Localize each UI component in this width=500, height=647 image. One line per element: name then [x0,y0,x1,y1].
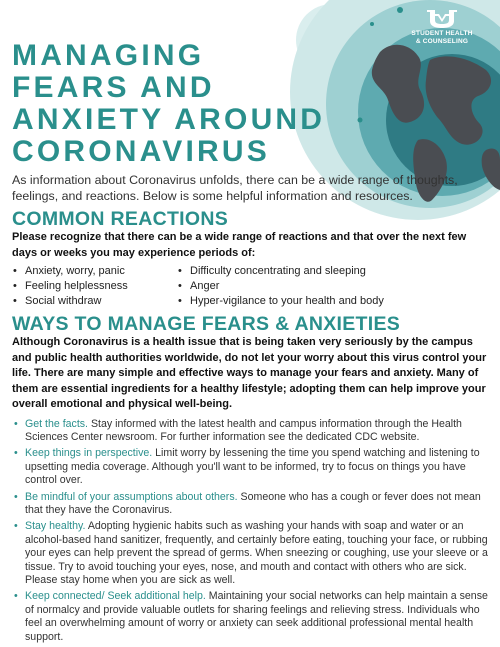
list-item [12,520,488,587]
ways-heading: WAYS TO MANAGE FEARS & ANXIETIES [12,313,401,335]
ways-list [12,418,488,645]
title-line-3: ANXIETY AROUND [12,103,326,136]
list-item: • Feeling helplessness [12,279,177,294]
item-lead-assumptions[interactable]: Be mindful of your assumptions about others. [25,490,238,503]
item-body: Someone who has a cough or fever does not mean that they have the Coronavirus. [25,490,481,516]
common-reactions-heading: COMMON REACTIONS [12,208,229,230]
item-body: Stay informed with the latest health and campus information through the Health Sciences Center newsroom. For further information see the dedicated CDC website. [25,417,462,443]
item-lead-perspective[interactable]: Keep things in perspective. [25,447,153,460]
reactions-list [12,264,488,309]
item-lead-keep-connected[interactable]: Keep connected/ Seek additional help. [25,590,206,603]
list-item: • Anger [177,279,384,294]
common-reactions-text: Please recognize that there can be a wide range of reactions and that over the next few days or weeks you may experience periods of: [12,231,467,259]
item-lead-get-facts[interactable]: Get the facts. [25,417,89,430]
list-item [12,491,488,518]
list-item: • Difficulty concentrating and sleeping [177,264,384,279]
list-item [12,590,488,644]
ways-text: Although Coronavirus is a health issue that is being taken very seriously by the campus and public health authorities worldwide, do not let your worry about this virus control your life. There are many simple and effective ways to manage your fears and anxiety. Many of them are essential ingredients for a healthy lifestyle; adopting them can help improve your overall emotional and physical well-being. [12,336,487,410]
document-body [12,40,488,647]
reactions-column-2 [177,264,384,309]
title-line-2: FEARS AND [12,71,215,104]
item-body: Adopting hygienic habits such as washing your hands with soap and water or an alcohol-based hand sanitizer, frequently, and certainly before eating, touching your face, or rubbing your eyes can help prevent the spread of germs. When sneezing or coughing, use your sleeve or a tissue. Try to avoid touching your eyes, nose, and mouth and contact with others who are sick. Please stay home when you are sick as well. [25,520,488,586]
logo-line-1: STUDENT HEALTH [411,30,473,37]
list-item: • Hyper-vigilance to your health and body [177,294,384,309]
intro-paragraph: As information about Coronavirus unfolds, there can be a wide range of thoughts, feelings, and reactions. Below is some helpful information and resources. [12,173,458,203]
item-body: Maintaining your social networks can help maintain a sense of normalcy and provide valuable outlets for sharing feelings and relieving stress. Individuals who feel an overwhelming amount of worry or anxiety can seek additional professional mental health support. [25,590,488,643]
item-body: Limit worry by lessening the time you spend watching and listening to upsetting media coverage. Although you'll want to be informed, try to focus on things you have control over. [25,447,480,487]
list-item [12,447,488,487]
unm-student-health-logo [402,8,482,46]
list-item: • Social withdraw [12,294,177,309]
page-title [12,40,488,168]
unm-logo-icon [425,8,459,30]
title-line-4: CORONAVIRUS [12,135,270,168]
list-item [12,418,488,445]
logo-line-2: & COUNSELING [415,38,469,45]
reactions-column-1 [12,264,177,309]
item-lead-stay-healthy[interactable]: Stay healthy. [25,520,86,533]
list-item: • Anxiety, worry, panic [12,264,177,279]
title-line-1: MANAGING [12,39,205,72]
